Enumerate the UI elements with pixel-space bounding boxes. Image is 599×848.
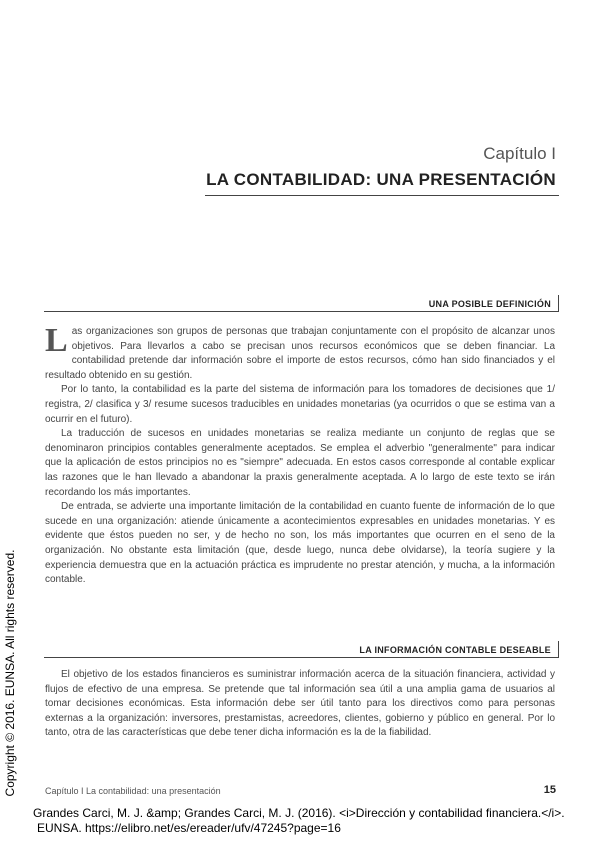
paragraph: Por lo tanto, la contabilidad es la parte del sistema de información para los tomadores de decisiones que 1/ registra, 2/ clasifica y 3/ resume sucesos traducibles en unidades monetarias (ya ocurridos o que se estima van a ocurrir en el futuro). [45, 384, 555, 425]
drop-cap: L [45, 322, 68, 359]
section-heading-definicion [44, 292, 559, 312]
page-number: 15 [543, 784, 556, 796]
copyright-notice [0, 549, 20, 797]
citation [33, 806, 584, 836]
chapter-label: Capítulo I [483, 144, 556, 163]
section-heading-informacion [44, 638, 559, 658]
section-body-definicion [45, 322, 555, 588]
section-rule-tick [558, 295, 559, 312]
section-heading-label: LA INFORMACIÓN CONTABLE DESEABLE [359, 645, 551, 655]
copyright-text: Copyright © 2016. EUNSA. All rights reserved. [3, 549, 17, 797]
chapter-title: LA CONTABILIDAD: UNA PRESENTACIÓN [206, 170, 556, 189]
section-rule [44, 311, 559, 312]
section-heading-label: UNA POSIBLE DEFINICIÓN [428, 299, 551, 309]
running-head: Capítulo I La contabilidad: una presentación [45, 786, 221, 796]
paragraph: La traducción de sucesos en unidades monetarias se realiza mediante un conjunto de reglas que se denominaron principios contables generalmente aceptados. Se emplea el adverbio "generalmente" para indicar que la aplicación de estos principios no es "siempre" adecuada. En estos casos corresponde al contable explicar las razones que le han llevado a abandonar la praxis generalmente aceptada. A lo largo de este texto se irán recordando los más importantes. [45, 428, 555, 498]
citation-line-1: Grandes Carci, M. J. &amp; Grandes Carci, M. J. (2016). <i>Dirección y contabilidad financiera.</i>. [33, 806, 565, 820]
paragraph-text: as organizaciones son grupos de personas que trabajan conjuntamente con el propósito de alcanzar unos objetivos. Para llevarlos a cabo se precisan unos recursos económicos que se deben financiar. La contabilidad pretende dar información sobre el importe de estos recursos, cómo han sido financiados y el resultado obtenido en su gestión. [45, 326, 555, 381]
paragraph: De entrada, se advierte una importante limitación de la contabilidad en cuanto fuente de información de lo que sucede en una organización: atiende únicamente a acontecimientos expresables en unidades monetarias. Y es evidente que éstos pueden no ser, y de hecho no son, los más importantes que ocurren en el seno de la organización. No obstante esta limitación (que, desde luego, nunca debe olvidarse), la teoría sugiere y la experiencia demuestra que en la actuación práctica es imprudente no prestar atención, y mucha, a la información contable. [45, 501, 555, 586]
chapter-rule [205, 195, 559, 196]
citation-line-2: EUNSA. https://elibro.net/es/ereader/ufv/47245?page=16 [37, 821, 341, 835]
page-footer [45, 784, 556, 800]
section-body-informacion [45, 668, 555, 741]
section-rule-tick [558, 641, 559, 658]
paragraph: El objetivo de los estados financieros es suministrar información acerca de la situación financiera, actividad y flujos de efectivo de una empresa. Se pretende que tal información sea útil a una amplia gama de usuarios al tomar decisiones económicas. Esta información debe ser útil tanto para los directivos como para personas externas a la organización: inversores, prestamistas, acreedores, clientes, gobierno y público en general. Por lo tanto, otra de las características que debe tener dicha información es la de la fiabilidad. [45, 669, 555, 739]
section-rule [44, 657, 559, 658]
paragraph [45, 322, 555, 383]
